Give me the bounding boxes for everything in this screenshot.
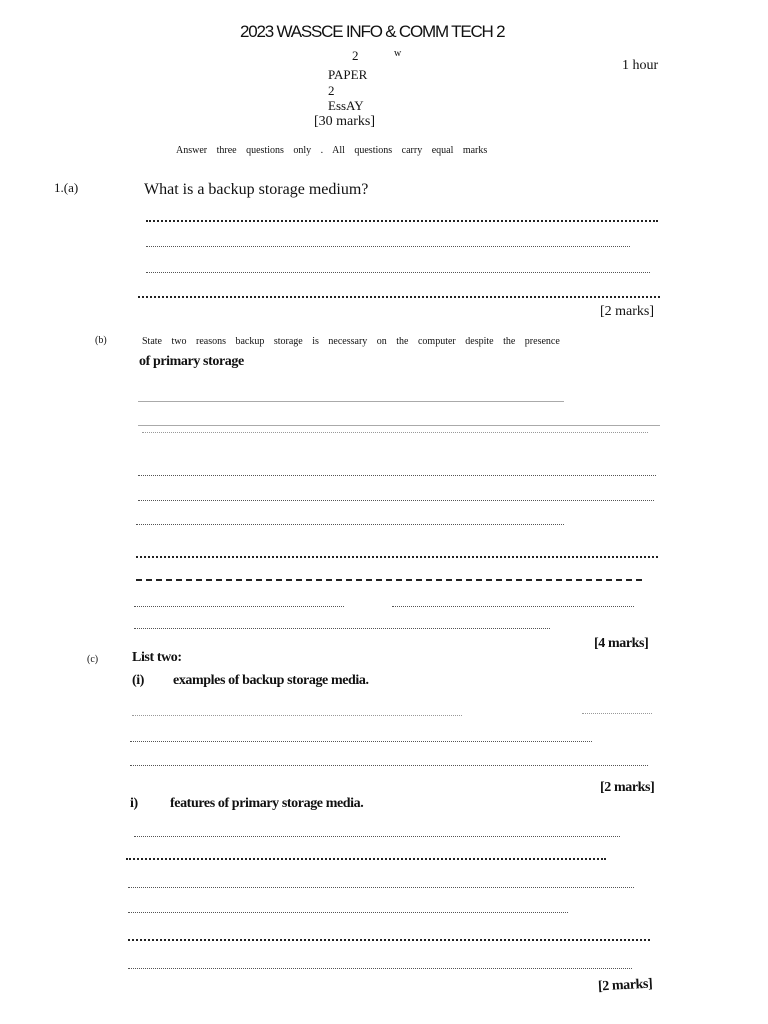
answer-line xyxy=(138,475,656,476)
answer-line xyxy=(134,836,620,837)
paper-number: 2 xyxy=(328,83,335,98)
header-number: 2 xyxy=(352,48,359,63)
question-1c-part-ii-marks: [2 marks] xyxy=(597,976,653,995)
answer-line xyxy=(128,968,632,969)
essay-label: EssAY xyxy=(328,98,364,113)
document-title: 2023 WASSCE INFO & COMM TECH 2 xyxy=(240,22,505,41)
question-number-1a: 1.(a) xyxy=(54,180,79,195)
question-1c-intro: List two: xyxy=(132,650,182,665)
answer-line xyxy=(136,524,564,525)
answer-line xyxy=(126,858,606,860)
total-marks: [30 marks] xyxy=(314,114,376,129)
question-1a-text: What is a backup storage medium? xyxy=(144,181,369,198)
answer-line xyxy=(134,628,550,629)
answer-line xyxy=(132,715,462,716)
answer-line xyxy=(136,579,642,581)
question-1c-part-i-text: examples of backup storage media. xyxy=(173,673,369,688)
answer-line xyxy=(138,500,654,501)
answer-line xyxy=(130,765,648,766)
answer-line xyxy=(146,272,650,273)
question-1c-part-ii-number: i) xyxy=(130,796,138,811)
answer-line xyxy=(138,425,660,426)
question-1b-text: State two reasons backup storage is necessary on the computer despite the presence xyxy=(142,336,560,347)
answer-line xyxy=(138,401,564,402)
question-1c-part-i-number: (i) xyxy=(132,673,145,688)
paper-label: PAPER xyxy=(328,67,368,82)
answer-line xyxy=(392,606,634,607)
answer-line xyxy=(128,887,634,888)
question-1a-marks: [2 marks] xyxy=(600,304,655,319)
instructions: Answer three questions only . All questions carry equal marks xyxy=(176,145,488,156)
answer-line xyxy=(128,939,650,941)
answer-line xyxy=(146,220,658,222)
answer-line xyxy=(138,296,660,298)
answer-line xyxy=(134,606,344,607)
duration: 1 hour xyxy=(622,58,659,73)
answer-line xyxy=(130,741,592,742)
header-w-mark: w xyxy=(394,48,402,59)
answer-line xyxy=(128,912,568,913)
question-1c-part-ii-text: features of primary storage media. xyxy=(170,796,364,811)
answer-line xyxy=(142,432,648,433)
question-1b-marks: [4 marks] xyxy=(594,636,649,651)
question-number-1b: (b) xyxy=(95,335,107,346)
question-1b-text-continued: of primary storage xyxy=(139,354,244,369)
answer-line xyxy=(582,713,652,714)
question-1c-part-i-marks: [2 marks] xyxy=(600,780,655,795)
answer-line xyxy=(136,556,658,558)
answer-line xyxy=(146,246,630,247)
question-number-1c: (c) xyxy=(87,654,99,665)
